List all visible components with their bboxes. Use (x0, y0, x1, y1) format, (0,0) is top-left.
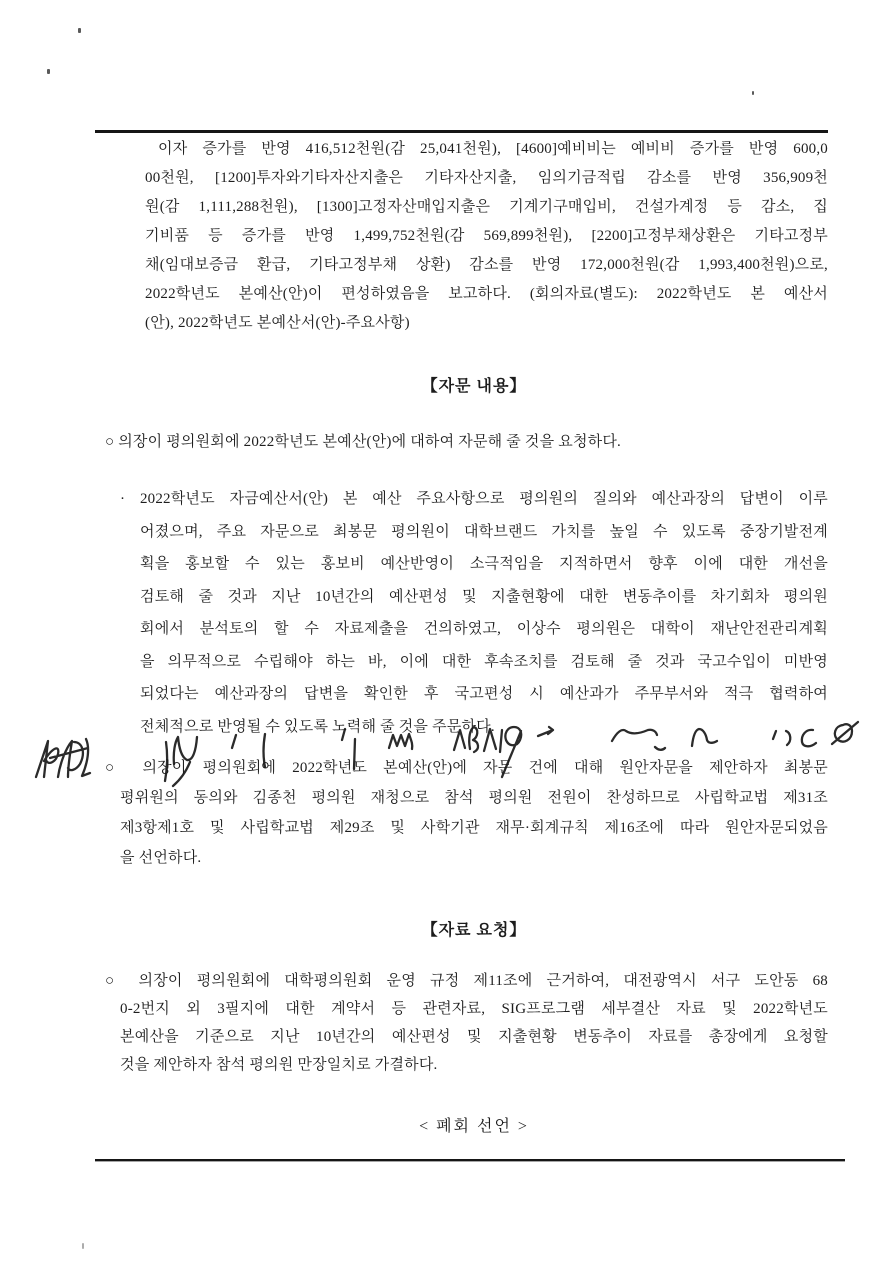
text-line: · 2022학년도 자금예산서(안) 본 예산 주요사항으로 평의원의 질의와 예산과장의 답변이 이루 (120, 491, 828, 507)
scan-speck (78, 28, 81, 33)
text-line: 검토해 줄 것과 지난 10년간의 예산편성 및 지출현황에 대한 변동추이를 차기회차 평의원 (140, 588, 828, 605)
scan-speck (47, 69, 50, 74)
text-line: 되었다는 예산과장의 답변을 확인한 후 국고편성 시 예산과가 주무부서와 적극 협력하여 (140, 686, 828, 702)
text-line: 기비품 등 증가를 반영 1,499,752천원(감 569,899천원), [2200]고정부채상환은 기타고정부 (145, 228, 828, 244)
text-line: 것을 제안하자 참석 평의원 만장일치로 가결하다. (120, 1057, 438, 1073)
scan-speck (752, 91, 754, 95)
text-line: 어졌으며, 주요 자문으로 최봉문 평의원이 대학브랜드 가치를 높일 수 있도록 중장기발전계 (140, 523, 828, 540)
discussion-paragraph (120, 489, 828, 749)
consult-request-paragraph (105, 432, 828, 462)
resolution-paragraph (105, 758, 828, 878)
text-line: ○ 의장이 평의원회에 대학평의원회 운영 규정 제11조에 근거하여, 대전광역시 서구 도안동 68 (105, 973, 828, 989)
text-line: ○ 의장이 평의원회에 2022학년도 본예산(안)에 대하여 자문해 줄 것을 요청하다. (105, 434, 621, 450)
text-line: 원(감 1,111,288천원), [1300]고정자산매입지출은 기계기구매입비, 건설가계정 등 감소, 집 (145, 199, 828, 215)
text-line: 이자 증가를 반영 416,512천원(감 25,041천원), [4600]예비비는 예비비 증가를 반영 600,0 (158, 141, 828, 157)
text-line: 2022학년도 본예산(안)이 편성하였음을 보고하다. (회의자료(별도): 2022학년도 본 예산서 (145, 286, 828, 302)
text-line: 을 선언하다. (120, 850, 202, 866)
text-line: 제3항제1호 및 사립학교법 제29조 및 사학기관 재무·회계규칙 제16조에 따라 원안자문되었음 (120, 820, 828, 836)
section-heading-data-request: 【자료 요청】 (421, 922, 527, 939)
section-heading-consult: 【자문 내용】 (421, 378, 527, 395)
scan-speck (82, 1243, 84, 1249)
text-line: ○ 의장이 평의원회에 2022학년도 본예산(안)에 자문 건에 대해 원안자문을 제안하자 최봉문 (105, 760, 828, 776)
text-line: (안), 2022학년도 본예산서(안)-주요사항) (145, 315, 410, 331)
text-line: 본예산을 기준으로 지난 10년간의 예산편성 및 지출현황 변동추이 자료를 총장에게 요청할 (120, 1029, 828, 1045)
text-line: 평위원의 동의와 김종천 평의원 재청으로 참석 평의원 전원이 찬성하므로 사립학교법 제31조 (120, 790, 828, 806)
bottom-rule (95, 1159, 845, 1161)
text-line: 회에서 분석토의 할 수 자료제출을 건의하였고, 이상수 평의원은 대학이 재난안전관리계획 (140, 621, 828, 637)
top-rule (95, 130, 828, 133)
text-line: 을 의무적으로 수립해야 하는 바, 이에 대한 후속조치를 검토해 줄 것과 국고수입이 미반영 (140, 653, 828, 670)
text-line: 획을 홍보할 수 있는 홍보비 예산반영이 소극적임을 지적하면서 향후 이에 대한 개선을 (140, 556, 828, 572)
text-line: 00천원, [1200]투자와기타자산지출은 기타자산지출, 임의기금적립 감소를 반영 356,909천 (145, 170, 828, 186)
closing-declaration: < 폐회 선언 > (419, 1118, 529, 1135)
opening-report-paragraph (120, 139, 828, 342)
data-request-paragraph (105, 971, 828, 1083)
text-line: 0-2번지 외 3필지에 대한 계약서 등 관련자료, SIG프로그램 세부결산 자료 및 2022학년도 (120, 1001, 828, 1017)
text-line: 전체적으로 반영될 수 있도록 노력해 줄 것을 주문하다. (140, 718, 495, 735)
text-line: 채(임대보증금 환급, 기타고정부채 상환) 감소를 반영 172,000천원(감 1,993,400천원)으로, (145, 257, 828, 273)
